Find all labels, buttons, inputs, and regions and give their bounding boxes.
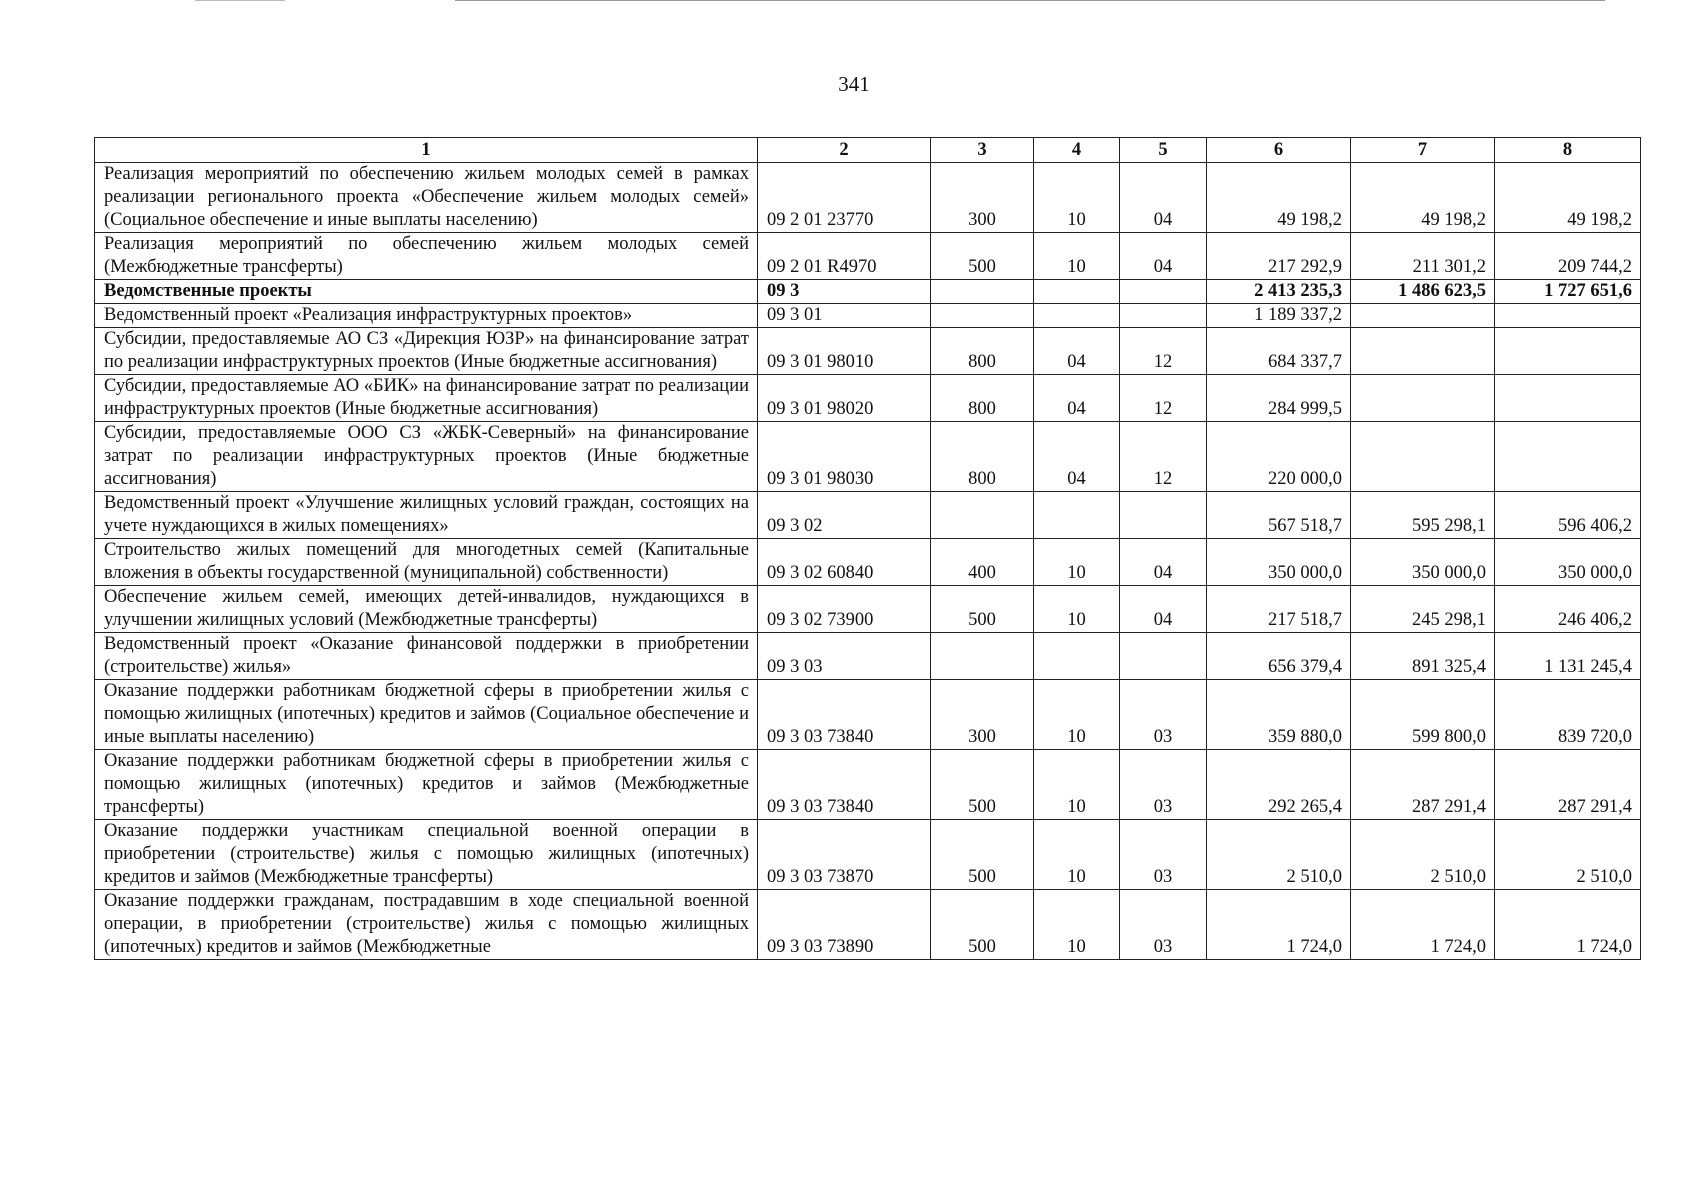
amount-col-7-cell: 2 510,0 <box>1351 820 1495 890</box>
subsection-code-cell: 04 <box>1120 233 1207 280</box>
row-name-cell: Ведомственные проекты <box>95 280 758 304</box>
table-row <box>95 375 1641 422</box>
table-row <box>95 422 1641 492</box>
amount-col-8-cell <box>1495 328 1641 375</box>
subsection-code-cell: 04 <box>1120 586 1207 633</box>
expense-type-cell: 800 <box>931 328 1034 375</box>
amount-col-6-cell: 217 292,9 <box>1207 233 1351 280</box>
section-code-cell: 10 <box>1034 586 1120 633</box>
amount-col-7-cell: 350 000,0 <box>1351 539 1495 586</box>
amount-col-8-cell: 350 000,0 <box>1495 539 1641 586</box>
column-header: 4 <box>1034 138 1120 163</box>
amount-col-8-cell: 1 131 245,4 <box>1495 633 1641 680</box>
target-article-code-cell: 09 3 03 <box>758 633 931 680</box>
column-header: 2 <box>758 138 931 163</box>
row-name-cell: Оказание поддержки участникам специальной военной операции в приобретении (строительстве) жилья с помощью жилищных (ипотечных) кредитов и займов (Межбюджетные трансферты) <box>95 820 758 890</box>
amount-col-7-cell: 245 298,1 <box>1351 586 1495 633</box>
table-row <box>95 233 1641 280</box>
amount-col-7-cell <box>1351 422 1495 492</box>
expense-type-cell: 500 <box>931 750 1034 820</box>
amount-col-6-cell: 1 724,0 <box>1207 890 1351 960</box>
subsection-code-cell <box>1120 492 1207 539</box>
table-row <box>95 539 1641 586</box>
amount-col-8-cell: 246 406,2 <box>1495 586 1641 633</box>
table-row <box>95 163 1641 233</box>
amount-col-6-cell: 292 265,4 <box>1207 750 1351 820</box>
header-row <box>95 138 1641 163</box>
amount-col-7-cell: 1 724,0 <box>1351 890 1495 960</box>
target-article-code-cell: 09 3 03 73870 <box>758 820 931 890</box>
target-article-code-cell: 09 3 03 73890 <box>758 890 931 960</box>
column-header: 7 <box>1351 138 1495 163</box>
amount-col-8-cell <box>1495 375 1641 422</box>
amount-col-8-cell: 209 744,2 <box>1495 233 1641 280</box>
expense-type-cell: 800 <box>931 422 1034 492</box>
expense-type-cell <box>931 280 1034 304</box>
row-name-cell: Оказание поддержки работникам бюджетной сферы в приобретении жилья с помощью жилищных (ипотечных) кредитов и займов (Социальное обеспечение и иные выплаты населению) <box>95 680 758 750</box>
expense-type-cell: 500 <box>931 820 1034 890</box>
amount-col-7-cell: 595 298,1 <box>1351 492 1495 539</box>
page-number: 341 <box>838 72 870 96</box>
column-header: 6 <box>1207 138 1351 163</box>
amount-col-6-cell: 2 510,0 <box>1207 820 1351 890</box>
column-header: 8 <box>1495 138 1641 163</box>
top-edge-line <box>195 0 285 1</box>
table-row <box>95 304 1641 328</box>
expense-type-cell: 500 <box>931 233 1034 280</box>
row-name-cell: Обеспечение жильем семей, имеющих детей-инвалидов, нуждающихся в улучшении жилищных условий (Межбюджетные трансферты) <box>95 586 758 633</box>
section-code-cell: 10 <box>1034 890 1120 960</box>
target-article-code-cell: 09 2 01 R4970 <box>758 233 931 280</box>
section-code-cell: 10 <box>1034 750 1120 820</box>
subsection-code-cell: 03 <box>1120 750 1207 820</box>
subsection-code-cell <box>1120 304 1207 328</box>
column-header: 1 <box>95 138 758 163</box>
amount-col-6-cell: 1 189 337,2 <box>1207 304 1351 328</box>
amount-col-7-cell: 49 198,2 <box>1351 163 1495 233</box>
row-name-cell: Ведомственный проект «Улучшение жилищных условий граждан, состоящих на учете нуждающихся в жилых помещениях» <box>95 492 758 539</box>
expense-type-cell <box>931 304 1034 328</box>
amount-col-6-cell: 220 000,0 <box>1207 422 1351 492</box>
table-row <box>95 820 1641 890</box>
table-row <box>95 750 1641 820</box>
row-name-cell: Субсидии, предоставляемые ООО СЗ «ЖБК-Северный» на финансирование затрат по реализации инфраструктурных проектов (Иные бюджетные ассигнования) <box>95 422 758 492</box>
table-row <box>95 680 1641 750</box>
amount-col-8-cell: 287 291,4 <box>1495 750 1641 820</box>
section-code-cell <box>1034 492 1120 539</box>
amount-col-6-cell: 350 000,0 <box>1207 539 1351 586</box>
amount-col-7-cell: 1 486 623,5 <box>1351 280 1495 304</box>
amount-col-6-cell: 656 379,4 <box>1207 633 1351 680</box>
amount-col-7-cell: 211 301,2 <box>1351 233 1495 280</box>
subsection-code-cell: 03 <box>1120 680 1207 750</box>
subsection-code-cell: 12 <box>1120 375 1207 422</box>
amount-col-6-cell: 217 518,7 <box>1207 586 1351 633</box>
section-code-cell: 10 <box>1034 233 1120 280</box>
expense-type-cell: 800 <box>931 375 1034 422</box>
amount-col-7-cell: 599 800,0 <box>1351 680 1495 750</box>
amount-col-6-cell: 684 337,7 <box>1207 328 1351 375</box>
subsection-code-cell: 04 <box>1120 539 1207 586</box>
section-code-cell: 04 <box>1034 328 1120 375</box>
amount-col-6-cell: 284 999,5 <box>1207 375 1351 422</box>
table-row <box>95 280 1641 304</box>
section-code-cell <box>1034 304 1120 328</box>
row-name-cell: Ведомственный проект «Реализация инфраструктурных проектов» <box>95 304 758 328</box>
section-code-cell: 04 <box>1034 422 1120 492</box>
budget-table <box>94 137 1641 960</box>
row-name-cell: Реализация мероприятий по обеспечению жильем молодых семей (Межбюджетные трансферты) <box>95 233 758 280</box>
amount-col-7-cell: 891 325,4 <box>1351 633 1495 680</box>
row-name-cell: Оказание поддержки работникам бюджетной сферы в приобретении жилья с помощью жилищных (ипотечных) кредитов и займов (Межбюджетные трансферты) <box>95 750 758 820</box>
section-code-cell: 10 <box>1034 820 1120 890</box>
subsection-code-cell: 12 <box>1120 328 1207 375</box>
expense-type-cell: 300 <box>931 680 1034 750</box>
row-name-cell: Субсидии, предоставляемые АО «БИК» на финансирование затрат по реализации инфраструктурных проектов (Иные бюджетные ассигнования) <box>95 375 758 422</box>
amount-col-6-cell: 2 413 235,3 <box>1207 280 1351 304</box>
row-name-cell: Субсидии, предоставляемые АО СЗ «Дирекция ЮЗР» на финансирование затрат по реализации инфраструктурных проектов (Иные бюджетные ассигнования) <box>95 328 758 375</box>
target-article-code-cell: 09 3 01 <box>758 304 931 328</box>
amount-col-6-cell: 567 518,7 <box>1207 492 1351 539</box>
target-article-code-cell: 09 3 01 98030 <box>758 422 931 492</box>
row-name-cell: Реализация мероприятий по обеспечению жильем молодых семей в рамках реализации регионального проекта «Обеспечение жильем молодых семей» (Социальное обеспечение и иные выплаты населению) <box>95 163 758 233</box>
section-code-cell <box>1034 633 1120 680</box>
amount-col-7-cell <box>1351 375 1495 422</box>
top-edge-line <box>455 0 1605 1</box>
expense-type-cell: 300 <box>931 163 1034 233</box>
amount-col-8-cell: 1 727 651,6 <box>1495 280 1641 304</box>
target-article-code-cell: 09 3 02 <box>758 492 931 539</box>
section-code-cell: 10 <box>1034 680 1120 750</box>
expense-type-cell <box>931 633 1034 680</box>
subsection-code-cell <box>1120 633 1207 680</box>
amount-col-8-cell: 1 724,0 <box>1495 890 1641 960</box>
amount-col-6-cell: 359 880,0 <box>1207 680 1351 750</box>
table-row <box>95 586 1641 633</box>
subsection-code-cell: 03 <box>1120 890 1207 960</box>
target-article-code-cell: 09 3 03 73840 <box>758 750 931 820</box>
row-name-cell: Оказание поддержки гражданам, пострадавшим в ходе специальной военной операции, в приобретении (строительстве) жилья с помощью жилищных (ипотечных) кредитов и займов (Межбюджетные <box>95 890 758 960</box>
row-name-cell: Строительство жилых помещений для многодетных семей (Капитальные вложения в объекты государственной (муниципальной) собственности) <box>95 539 758 586</box>
section-code-cell <box>1034 280 1120 304</box>
target-article-code-cell: 09 3 01 98010 <box>758 328 931 375</box>
subsection-code-cell: 12 <box>1120 422 1207 492</box>
expense-type-cell: 400 <box>931 539 1034 586</box>
section-code-cell: 10 <box>1034 539 1120 586</box>
amount-col-7-cell <box>1351 328 1495 375</box>
subsection-code-cell: 04 <box>1120 163 1207 233</box>
expense-type-cell <box>931 492 1034 539</box>
amount-col-7-cell <box>1351 304 1495 328</box>
expense-type-cell: 500 <box>931 586 1034 633</box>
amount-col-8-cell <box>1495 422 1641 492</box>
row-name-cell: Ведомственный проект «Оказание финансовой поддержки в приобретении (строительстве) жилья» <box>95 633 758 680</box>
table-row <box>95 633 1641 680</box>
target-article-code-cell: 09 3 <box>758 280 931 304</box>
column-header: 5 <box>1120 138 1207 163</box>
target-article-code-cell: 09 2 01 23770 <box>758 163 931 233</box>
table-row <box>95 890 1641 960</box>
amount-col-8-cell: 2 510,0 <box>1495 820 1641 890</box>
target-article-code-cell: 09 3 03 73840 <box>758 680 931 750</box>
column-header: 3 <box>931 138 1034 163</box>
subsection-code-cell <box>1120 280 1207 304</box>
target-article-code-cell: 09 3 02 60840 <box>758 539 931 586</box>
target-article-code-cell: 09 3 02 73900 <box>758 586 931 633</box>
target-article-code-cell: 09 3 01 98020 <box>758 375 931 422</box>
subsection-code-cell: 03 <box>1120 820 1207 890</box>
table-row <box>95 328 1641 375</box>
amount-col-8-cell: 596 406,2 <box>1495 492 1641 539</box>
amount-col-8-cell <box>1495 304 1641 328</box>
amount-col-8-cell: 839 720,0 <box>1495 680 1641 750</box>
table-body <box>95 163 1641 960</box>
table-row <box>95 492 1641 539</box>
amount-col-7-cell: 287 291,4 <box>1351 750 1495 820</box>
section-code-cell: 04 <box>1034 375 1120 422</box>
amount-col-6-cell: 49 198,2 <box>1207 163 1351 233</box>
expense-type-cell: 500 <box>931 890 1034 960</box>
amount-col-8-cell: 49 198,2 <box>1495 163 1641 233</box>
section-code-cell: 10 <box>1034 163 1120 233</box>
